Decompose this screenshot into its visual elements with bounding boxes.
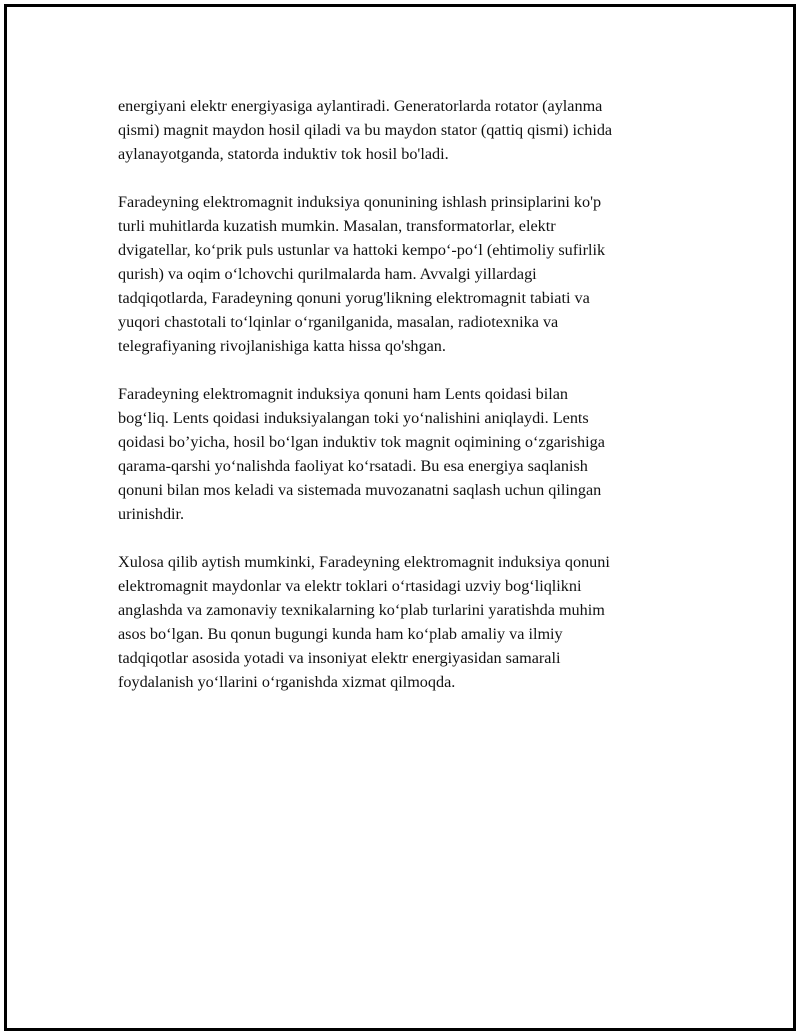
text-line: elektromagnit maydonlar va elektr toklari o‘rtasidagi uzviy bog‘liqlikni [118, 577, 582, 595]
text-line: tadqiqotlar asosida yotadi va insoniyat elektr energiyasidan samarali [118, 649, 561, 667]
text-line: Faradeyning elektromagnit induksiya qonunining ishlash prinsiplarini ko'p [118, 193, 602, 211]
text-line: bog‘liq. Lents qoidasi induksiyalangan toki yo‘nalishini aniqlaydi. Lents [118, 409, 589, 427]
text-line: qonuni bilan mos keladi va sistemada muvozanatni saqlash uchun qilingan [118, 481, 602, 499]
text-line: qarama-qarshi yo‘nalishda faoliyat ko‘rsatadi. Bu esa energiya saqlanish [118, 457, 588, 475]
text-line: qoidasi bo’yicha, hosil bo‘lgan induktiv tok magnit oqimining o‘zgarishiga [118, 433, 605, 451]
text-line: tadqiqotlarda, Faradeyning qonuni yorug'likning elektromagnit tabiati va [118, 289, 590, 307]
paragraph-2 [118, 190, 678, 358]
paragraph-3 [118, 382, 678, 526]
text-line: turli muhitlarda kuzatish mumkin. Masalan, transformatorlar, elektr [118, 217, 556, 235]
text-line: yuqori chastotali to‘lqinlar o‘rganilganida, masalan, radiotexnika va [118, 313, 559, 331]
paragraph-4 [118, 550, 678, 694]
text-line: urinishdir. [118, 505, 185, 523]
text-line: qurish) va oqim o‘lchovchi qurilmalarda ham. Avvalgi yillardagi [118, 265, 537, 283]
text-line: anglashda va zamonaviy texnikalarning ko‘plab turlarini yaratishda muhim [118, 601, 605, 619]
text-line: qismi) magnit maydon hosil qiladi va bu maydon stator (qattiq qismi) ichida [118, 121, 613, 139]
paragraph-1 [118, 94, 678, 166]
text-line: Xulosa qilib aytish mumkinki, Faradeyning elektromagnit induksiya qonuni [118, 553, 610, 571]
text-line: dvigatellar, ko‘prik puls ustunlar va hattoki kempo‘-po‘l (ehtimoliy sufirlik [118, 241, 606, 259]
document-body [118, 94, 678, 718]
text-line: energiyani elektr energiyasiga aylantiradi. Generatorlarda rotator (aylanma [118, 97, 603, 115]
text-line: telegrafiyaning rivojlanishiga katta hissa qo'shgan. [118, 337, 446, 355]
text-line: asos bo‘lgan. Bu qonun bugungi kunda ham ko‘plab amaliy va ilmiy [118, 625, 563, 643]
text-line: foydalanish yo‘llarini o‘rganishda xizmat qilmoqda. [118, 673, 456, 691]
text-line: Faradeyning elektromagnit induksiya qonuni ham Lents qoidasi bilan [118, 385, 569, 403]
text-line: aylanayotganda, statorda induktiv tok hosil bo'ladi. [118, 145, 449, 163]
